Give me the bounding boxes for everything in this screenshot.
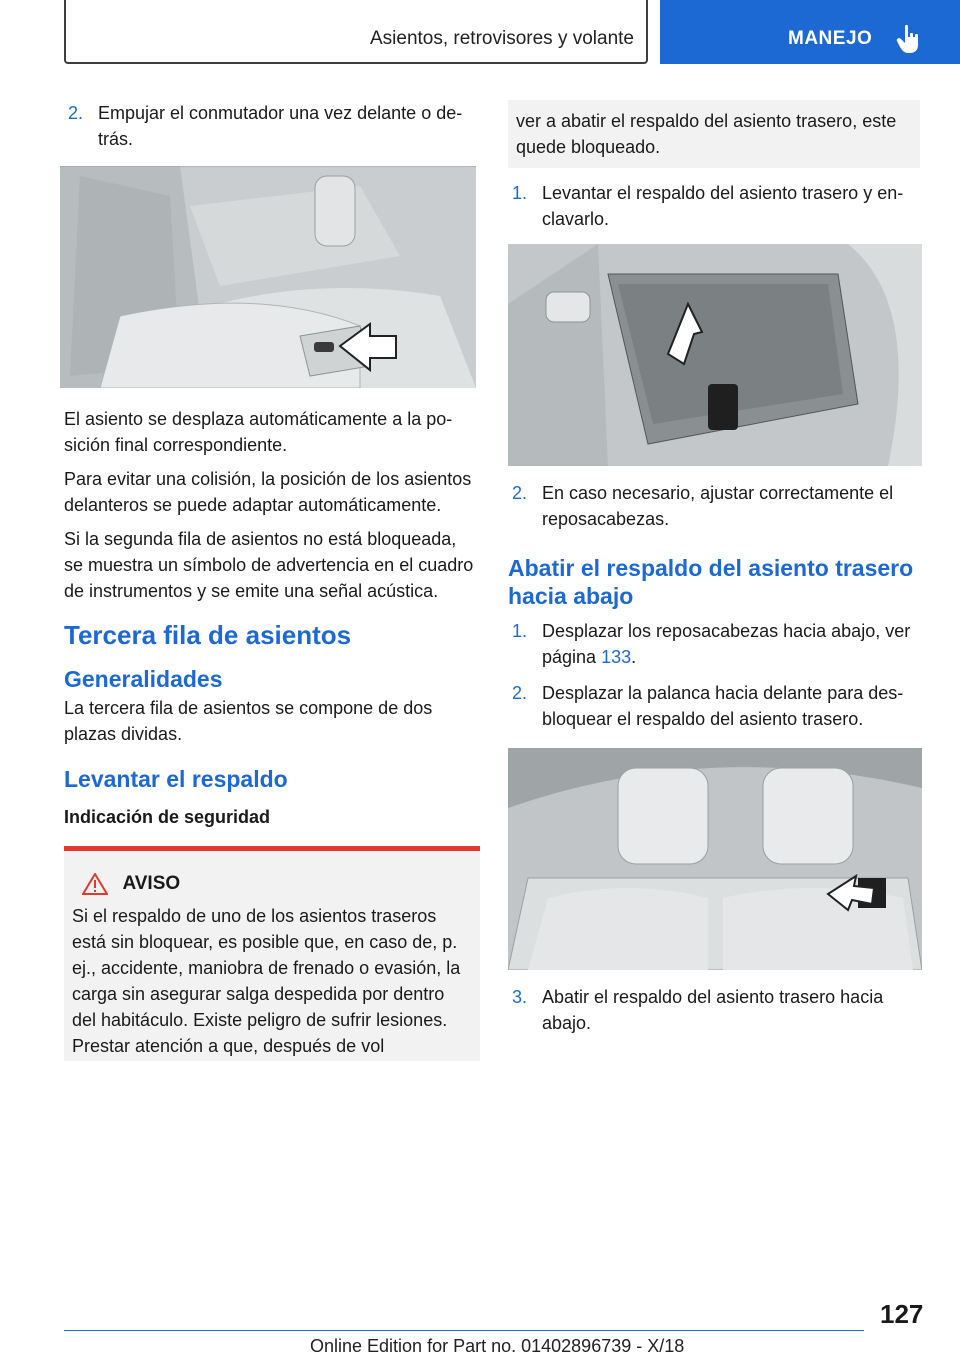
header-section-label: MANEJO: [788, 28, 873, 49]
header-title: Asientos, retrovisores y volante: [369, 28, 634, 49]
heading-general: Generalidades: [64, 666, 223, 692]
paragraph-warning-symbol: Si la segunda fila de asientos no está bloqueada, se muestra un símbolo de advertencia en el cuadro de instrumentos y se emite una señal acústica.: [64, 529, 474, 601]
warning-triangle-icon: [82, 873, 108, 895]
footer-divider: [64, 1330, 864, 1331]
step-1-raise-backrest: [508, 180, 928, 232]
step-number: 2.: [512, 683, 528, 703]
step-text: Empujar el conmutador una vez delante o detrás.: [98, 103, 463, 149]
step-number: 2.: [512, 483, 528, 503]
step-2-unlock-lever: [508, 680, 928, 732]
step-2-push-switch: [64, 100, 480, 152]
paragraph-third-row-info: La tercera fila de asientos se compone de dos plazas dividas.: [64, 698, 433, 744]
heading-third-row: Tercera fila de asientos: [64, 620, 352, 650]
pointing-hand-icon: [896, 24, 922, 54]
paragraph-seat-moves: El asiento se desplaza automáticamente a la posición final correspondiente.: [64, 409, 453, 455]
step-3-fold-backrest: [508, 984, 928, 1036]
seat-switch-illustration: [60, 166, 476, 388]
warning-text-continued: ver a abatir el respaldo del asiento trasero, este quede bloqueado.: [516, 111, 897, 157]
warning-text: Si el respaldo de uno de los asientos traseros está sin bloquear, es posible que, en caso de, p. ej., accidente, maniobra de frenado o evasión, la carga sin asegurar salga despedida por dentro del habitáculo. Existe peligro de sufrir lesiones. Prestar atención a que, después de vol: [72, 906, 461, 1056]
right-column: [508, 100, 928, 1046]
step-text: Levantar el respaldo del asiento trasero y enclavarlo.: [542, 183, 904, 229]
warning-title: AVISO: [122, 873, 181, 894]
left-column: [64, 100, 480, 1061]
step-number: 3.: [512, 987, 528, 1007]
step-number: 2.: [68, 103, 84, 123]
step-1-lower-headrests: [508, 618, 928, 670]
page-number: 127: [880, 1299, 924, 1329]
paragraph-collision: Para evitar una colisión, la posición de los asientos delanteros se puede adaptar automáticamente.: [64, 469, 472, 515]
backrest-raise-illustration: [508, 244, 922, 466]
step-2-adjust-headrest: [508, 480, 928, 532]
header-title-box: [64, 0, 648, 64]
step-text-end: .: [631, 647, 637, 667]
heading-raise-backrest: Levantar el respaldo: [64, 766, 288, 792]
header-section-tab[interactable]: [660, 0, 960, 64]
step-text: Abatir el respaldo del asiento trasero hacia abajo.: [542, 987, 884, 1033]
footer-edition: Online Edition for Part no. 01402896739 - X/18: [310, 1336, 685, 1356]
heading-safety-note: Indicación de seguridad: [64, 807, 271, 827]
step-text: Desplazar la palanca hacia delante para desbloquear el respaldo del asiento trasero.: [542, 683, 904, 729]
step-text: Desplazar los reposacabezas hacia abajo, ver página: [542, 621, 911, 667]
rear-seats-illustration: [508, 748, 922, 970]
step-number: 1.: [512, 183, 528, 203]
step-number: 1.: [512, 621, 528, 641]
heading-fold-backrest: Abatir el respaldo del asiento trasero hacia abajo: [508, 555, 914, 609]
step-text: En caso necesario, ajustar correctamente el reposacabezas.: [542, 483, 894, 529]
warning-box-continued: [508, 100, 920, 168]
page-link[interactable]: 133: [601, 647, 632, 667]
warning-box: [64, 846, 480, 1061]
